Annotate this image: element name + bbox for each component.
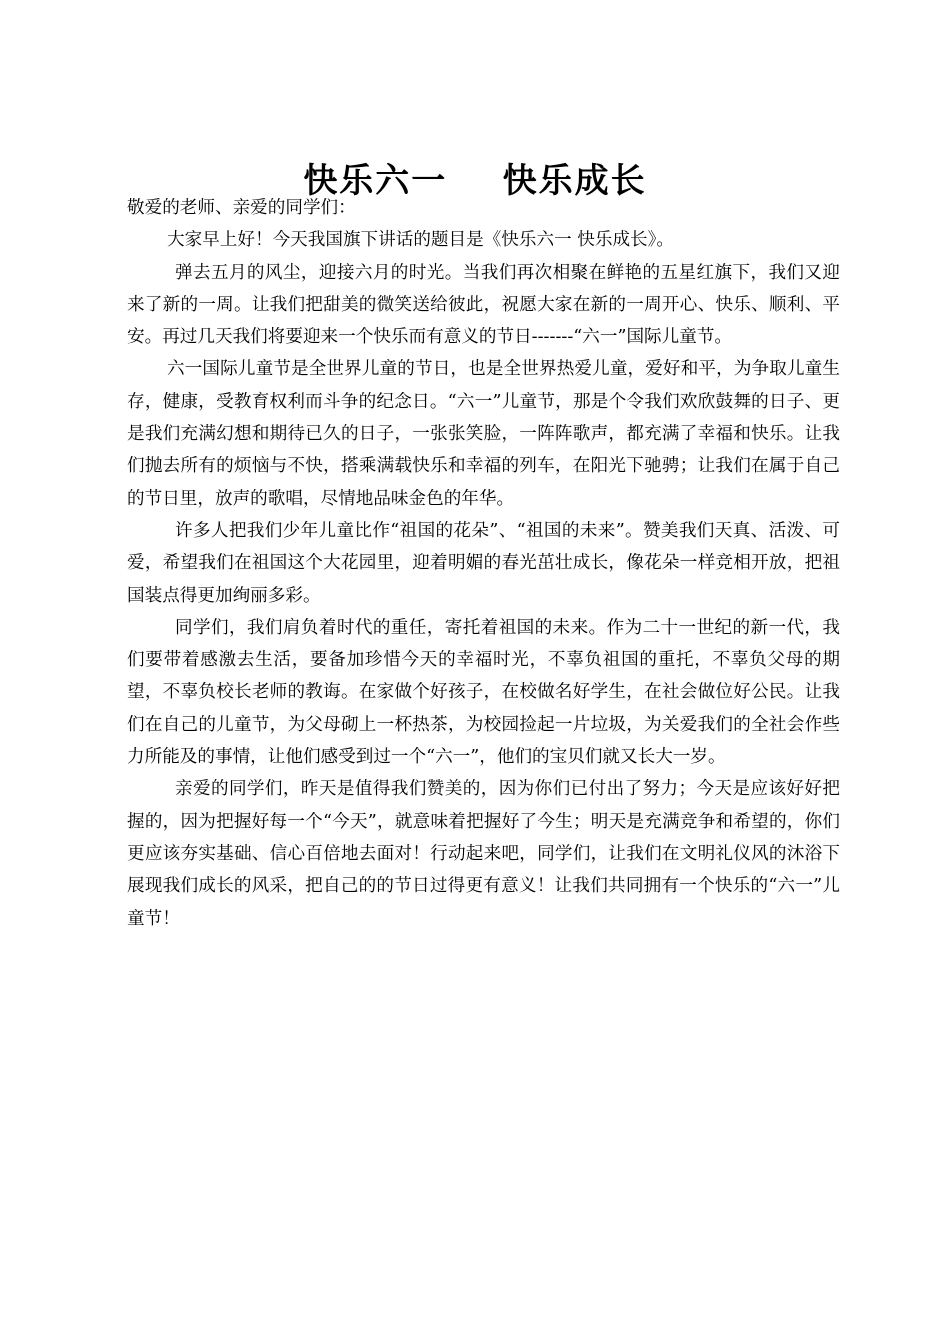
document-title: 快乐六一 快乐成长 (303, 160, 647, 201)
paragraph-flowers: 许多人把我们少年儿童比作“祖国的花朵”、“祖国的未来”。赞美我们天真、活泼、可爱，希望我们在祖国这个大花园里，迎着明媚的春光茁壮成长，像花朵一样竞相开放，把祖国装点得更加绚丽多彩。 (127, 520, 840, 606)
salutation: 敬爱的老师、亲爱的同学们： (127, 198, 356, 218)
paragraph-childrens-day: 六一国际儿童节是全世界儿童的节日，也是全世界热爱儿童，爱好和平，为争取儿童生存，健康，受教育权利而斗争的纪念日。“六一”儿童节，那是个令我们欢欣鼓舞的日子、更是我们充满幻想和期待已久的日子，一张张笑脸，一阵阵歌声，都充满了幸福和快乐。让我们抛去所有的烦恼与不快，搭乘满载快乐和幸福的列车，在阳光下驰骋；让我们在属于自己的节日里，放声的歌唱，尽情地品味金色的年华。 (127, 359, 840, 509)
document-body (127, 192, 840, 935)
paragraph-responsibility: 同学们，我们肩负着时代的重任，寄托着祖国的未来。作为二十一世纪的新一代，我们要带着感激去生活，要备加珍惜今天的幸福时光，不辜负祖国的重托，不辜负父母的期望，不辜负校长老师的教诲。在家做个好孩子，在校做名好学生，在社会做位好公民。让我们在自己的儿童节，为父母砌上一杯热茶，为校园捡起一片垃圾，为关爱我们的全社会作些力所能及的事情，让他们感受到过一个“六一”，他们的宝贝们就又长大一岁。 (127, 617, 840, 768)
paragraph-greeting: 大家早上好！今天我国旗下讲话的题目是《快乐六一 快乐成长》。 (167, 230, 675, 251)
paragraph-intro: 弹去五月的风尘，迎接六月的时光。当我们再次相聚在鲜艳的五星红旗下，我们又迎来了新的一周。让我们把甜美的微笑送给彼此，祝愿大家在新的一周开心、快乐、顺利、平安。再过几天我们将要迎来一个快乐而有意义的节日-------“六一”国际儿童节。 (127, 262, 840, 348)
paragraph-closing: 亲爱的同学们，昨天是值得我们赞美的，因为你们已付出了努力；今天是应该好好把握的，因为把握好每一个“今天”，就意味着把握好了今生；明天是充满竞争和希望的，你们更应该夯实基础、信心百倍地去面对！行动起来吧，同学们，让我们在文明礼仪风的沐浴下展现我们成长的风采，把自己的的节日过得更有意义！让我们共同拥有一个快乐的“六一”儿童节！ (127, 779, 840, 929)
